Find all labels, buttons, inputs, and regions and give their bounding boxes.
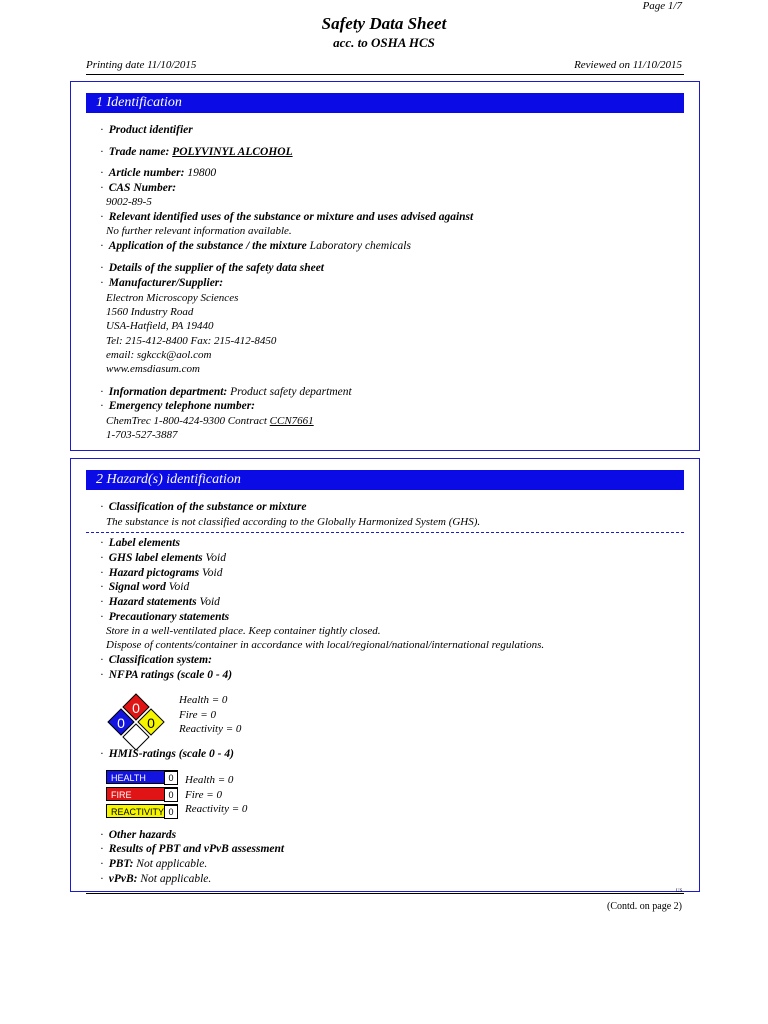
hmis-reactivity-text: Reactivity = 0: [185, 803, 248, 815]
manufacturer-label: · Manufacturer/Supplier:: [100, 277, 224, 289]
hmis-fire-row: FIRE: [106, 787, 178, 801]
pbt: · PBT: Not applicable.: [100, 858, 208, 870]
address-line: www.emsdiasum.com: [106, 363, 200, 375]
continued-note: (Contd. on page 2): [607, 901, 682, 912]
cas-number: · CAS Number:: [100, 182, 177, 194]
classification-label: · Classification of the substance or mixture: [100, 501, 307, 513]
nfpa-reactivity-value: 0: [147, 715, 155, 731]
signal-word: · Signal word Void: [100, 581, 190, 593]
hazard-statements: · Hazard statements Void: [100, 596, 220, 608]
header-divider: [86, 74, 684, 75]
printing-date: Printing date 11/10/2015: [86, 59, 197, 71]
nfpa-fire-value: 0: [132, 700, 140, 716]
address-line: Electron Microscopy Sciences: [106, 292, 239, 304]
other-hazards: · Other hazards: [100, 829, 177, 841]
hmis-fire-text: Fire = 0: [185, 789, 222, 801]
hmis-reactivity-row: REACTIVITY: [106, 804, 178, 818]
hmis-health-row: HEALTH: [106, 770, 178, 784]
uses-value: No further relevant information available.: [106, 225, 292, 237]
nfpa-health-value: 0: [117, 715, 125, 731]
classification-system: · Classification system:: [100, 654, 212, 666]
classification-value: The substance is not classified according to the Globally Harmonized System (GHS).: [106, 516, 481, 528]
vpvb: · vPvB: Not applicable.: [100, 873, 212, 885]
section1-heading: 1 Identification: [86, 93, 684, 113]
nfpa-reactivity-text: Reactivity = 0: [179, 723, 242, 735]
nfpa-health-text: Health = 0: [179, 694, 228, 706]
trade-name-value: POLYVINYL ALCOHOL: [172, 146, 293, 158]
emergency-label: · Emergency telephone number:: [100, 400, 256, 412]
footer-divider: [86, 893, 684, 894]
pbt-results: · Results of PBT and vPvB assessment: [100, 843, 285, 855]
address-line: USA-Hatfield, PA 19440: [106, 320, 214, 332]
product-identifier: · Product identifier: [100, 124, 193, 136]
address-line: 1560 Industry Road: [106, 306, 194, 318]
nfpa-label: · NFPA ratings (scale 0 - 4): [100, 669, 233, 681]
hmis-health-value: 0: [164, 771, 178, 785]
document-title: Safety Data Sheet: [321, 14, 447, 33]
document-subtitle: acc. to OSHA HCS: [333, 35, 435, 50]
section2-heading: 2 Hazard(s) identification: [86, 470, 684, 490]
emergency-line-2: 1-703-527-3887: [106, 429, 178, 441]
uses-label: · Relevant identified uses of the substance or mixture and uses advised against: [100, 211, 474, 223]
supplier-details: · Details of the supplier of the safety data sheet: [100, 262, 325, 274]
nfpa-fire-text: Fire = 0: [179, 709, 216, 721]
trade-name: · Trade name: POLYVINYL ALCOHOL: [100, 146, 293, 158]
precautionary-label: · Precautionary statements: [100, 611, 230, 623]
application: · Application of the substance / the mixture Laboratory chemicals: [100, 240, 411, 252]
precaution-line: Dispose of contents/container in accordance with local/regional/national/international regulations.: [106, 639, 545, 651]
emergency-line: ChemTrec 1-800-424-9300 Contract CCN7661: [106, 415, 314, 427]
information-department: · Information department: Product safety department: [100, 386, 352, 398]
article-number: · Article number: 19800: [100, 167, 217, 179]
page-number: Page 1/7: [642, 0, 682, 12]
reviewed-date: Reviewed on 11/10/2015: [574, 59, 682, 71]
hmis-fire-value: 0: [164, 788, 178, 802]
label-elements: · Label elements: [100, 537, 180, 549]
address-line: Tel: 215-412-8400 Fax: 215-412-8450: [106, 335, 277, 347]
us-mark: US: [676, 889, 683, 894]
nfpa-diamond-icon: [104, 690, 168, 754]
precaution-line: Store in a well-ventilated place. Keep container tightly closed.: [106, 625, 381, 637]
hmis-health-text: Health = 0: [185, 774, 234, 786]
cas-value: 9002-89-5: [106, 196, 152, 208]
address-line: email: sgkcck@aol.com: [106, 349, 212, 361]
contract-number: CCN7661: [269, 415, 314, 427]
hazard-pictograms: · Hazard pictograms Void: [100, 567, 223, 579]
hmis-label: · HMIS-ratings (scale 0 - 4): [100, 748, 234, 760]
ghs-label-elements: · GHS label elements Void: [100, 552, 226, 564]
hmis-reactivity-value: 0: [164, 805, 178, 819]
dashed-divider: [86, 532, 684, 533]
